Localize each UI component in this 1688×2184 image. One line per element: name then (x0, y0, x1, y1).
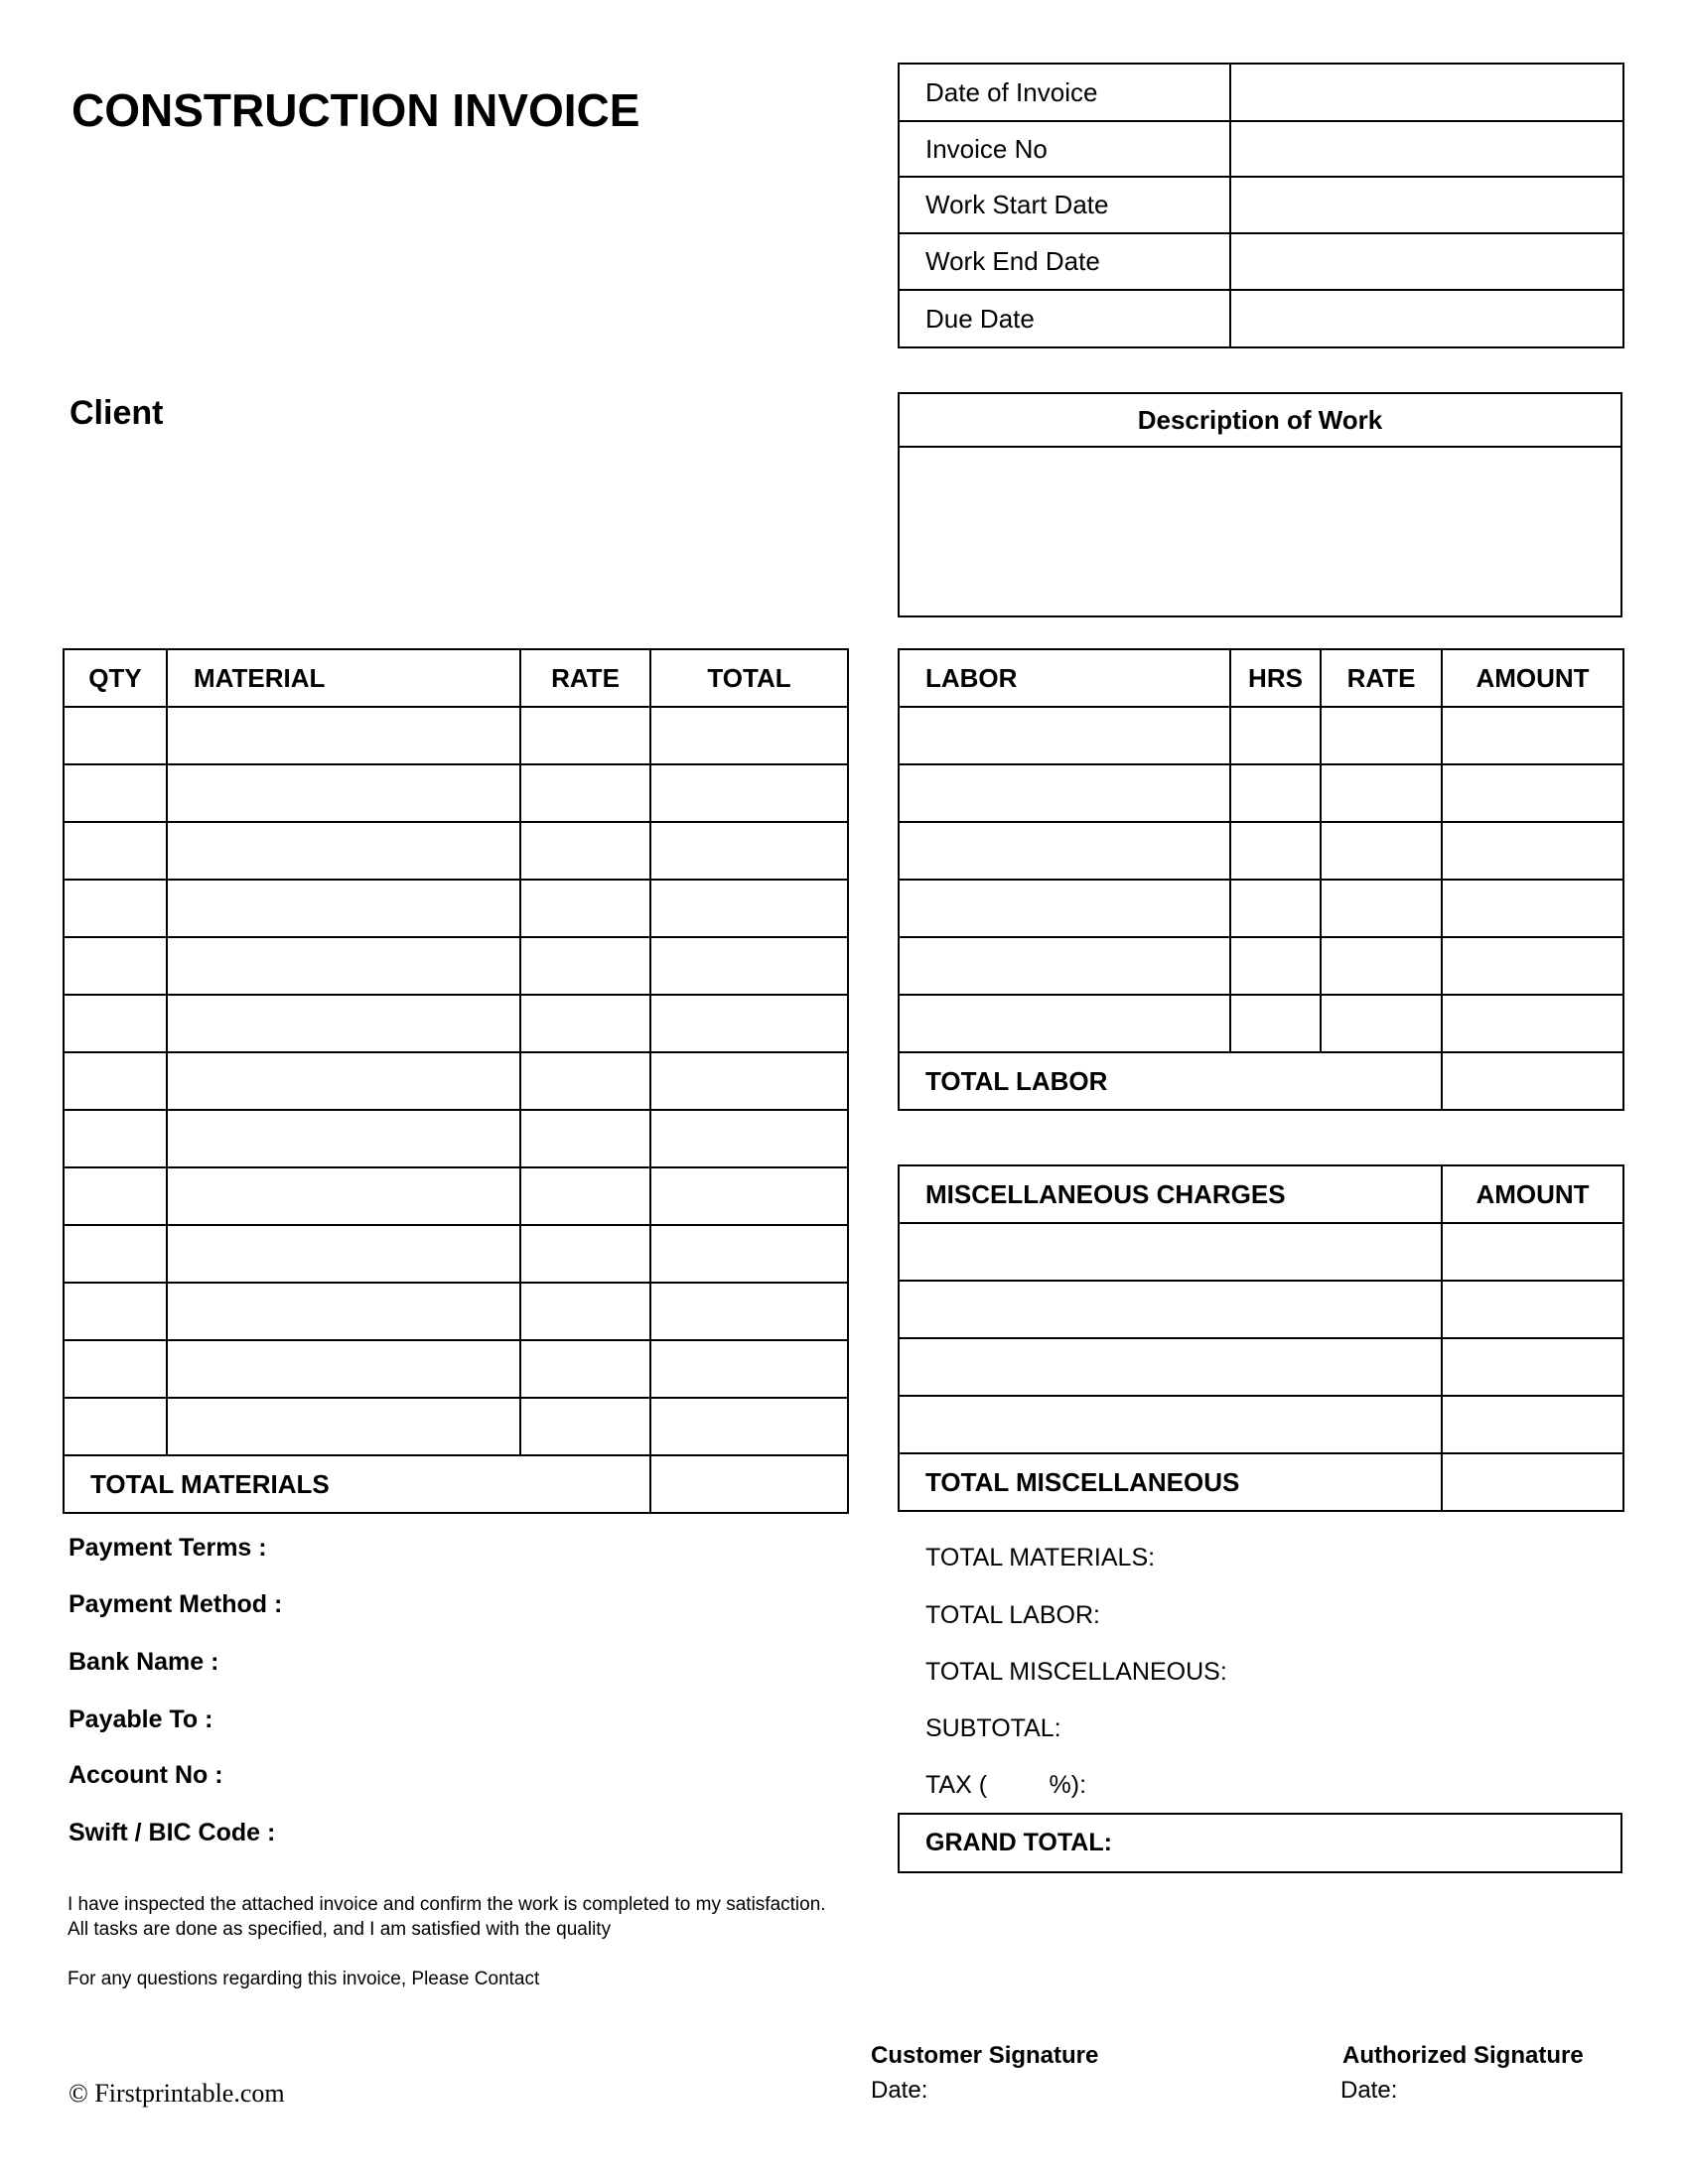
materials-cell[interactable] (520, 1283, 650, 1340)
materials-cell[interactable] (167, 1283, 520, 1340)
labor-header: LABOR (899, 649, 1230, 707)
description-table (898, 392, 1622, 617)
labor-cell[interactable] (1321, 822, 1442, 880)
labor-cell[interactable] (899, 707, 1230, 764)
work-start-row (899, 177, 1623, 233)
labor-cell[interactable] (1321, 937, 1442, 995)
payable-to-label: Payable To : (69, 1706, 213, 1733)
due-date-row (899, 290, 1623, 347)
materials-cell[interactable] (167, 764, 520, 822)
materials-cell[interactable] (64, 1110, 167, 1167)
misc-cell[interactable] (899, 1281, 1442, 1338)
materials-cell[interactable] (64, 937, 167, 995)
labor-cell[interactable] (1442, 995, 1623, 1052)
misc-amount-header: AMOUNT (1442, 1165, 1623, 1223)
materials-cell[interactable] (167, 1167, 520, 1225)
description-header: Description of Work (899, 393, 1621, 447)
labor-row (899, 764, 1623, 822)
labor-amount-header: AMOUNT (1442, 649, 1623, 707)
grand-total-label: GRAND TOTAL: (925, 1829, 1112, 1856)
payment-method-label: Payment Method : (69, 1590, 283, 1618)
materials-cell[interactable] (167, 1052, 520, 1110)
materials-row (64, 1225, 848, 1283)
materials-cell[interactable] (650, 764, 848, 822)
inspection-note-line2: All tasks are done as specified, and I am satisfied with the quality (68, 1919, 612, 1940)
contact-note: For any questions regarding this invoice, Please Contact (68, 1969, 540, 1989)
materials-cell[interactable] (650, 1225, 848, 1283)
materials-cell[interactable] (64, 822, 167, 880)
invoice-number-row (899, 121, 1623, 177)
total-materials-field[interactable] (650, 1455, 848, 1513)
description-field[interactable] (899, 447, 1621, 616)
materials-row (64, 1398, 848, 1455)
materials-row (64, 1167, 848, 1225)
materials-cell[interactable] (520, 1167, 650, 1225)
materials-cell[interactable] (167, 937, 520, 995)
labor-table (898, 648, 1624, 1111)
materials-row (64, 1340, 848, 1398)
materials-row (64, 937, 848, 995)
hrs-header: HRS (1230, 649, 1321, 707)
summary-subtotal: SUBTOTAL: (925, 1714, 1061, 1742)
summary-total-labor: TOTAL LABOR: (925, 1601, 1100, 1629)
materials-cell[interactable] (64, 1167, 167, 1225)
labor-cell[interactable] (1230, 880, 1321, 937)
materials-cell[interactable] (650, 995, 848, 1052)
bank-name-label: Bank Name : (69, 1648, 219, 1676)
materials-cell[interactable] (64, 1225, 167, 1283)
total-labor-field[interactable] (1442, 1052, 1623, 1110)
labor-cell[interactable] (899, 937, 1230, 995)
total-misc-label: TOTAL MISCELLANEOUS (899, 1453, 1442, 1511)
materials-cell[interactable] (520, 1110, 650, 1167)
swift-code-label: Swift / BIC Code : (69, 1819, 276, 1846)
labor-total-row (899, 1052, 1623, 1110)
materials-cell[interactable] (520, 1398, 650, 1455)
misc-row (899, 1223, 1623, 1281)
due-date-label: Due Date (899, 290, 1230, 347)
labor-cell[interactable] (1442, 880, 1623, 937)
materials-row (64, 880, 848, 937)
misc-header-row (899, 1165, 1623, 1223)
materials-cell[interactable] (650, 822, 848, 880)
labor-row (899, 937, 1623, 995)
page-title: CONSTRUCTION INVOICE (71, 84, 640, 136)
summary-total-misc: TOTAL MISCELLANEOUS: (925, 1658, 1227, 1686)
materials-cell[interactable] (167, 1340, 520, 1398)
work-end-row (899, 233, 1623, 290)
invoice-number-label: Invoice No (899, 121, 1230, 177)
materials-cell[interactable] (650, 1283, 848, 1340)
materials-cell[interactable] (520, 822, 650, 880)
labor-cell[interactable] (899, 880, 1230, 937)
materials-cell[interactable] (650, 1052, 848, 1110)
materials-cell[interactable] (650, 1340, 848, 1398)
total-labor-label: TOTAL LABOR (899, 1052, 1442, 1110)
materials-row (64, 1283, 848, 1340)
invoice-info-table (898, 63, 1624, 348)
materials-header-row (64, 649, 848, 707)
invoice-date-field[interactable] (1230, 64, 1623, 121)
materials-cell[interactable] (650, 707, 848, 764)
materials-row (64, 764, 848, 822)
materials-row (64, 1110, 848, 1167)
labor-row (899, 880, 1623, 937)
total-header: TOTAL (650, 649, 848, 707)
total-misc-field[interactable] (1442, 1453, 1623, 1511)
materials-cell[interactable] (167, 1398, 520, 1455)
summary-total-materials: TOTAL MATERIALS: (925, 1544, 1156, 1571)
materials-row (64, 707, 848, 764)
misc-cell[interactable] (899, 1396, 1442, 1453)
rate-header: RATE (520, 649, 650, 707)
summary-tax: TAX ( %): (925, 1771, 1087, 1799)
materials-row (64, 1052, 848, 1110)
misc-charges-table (898, 1164, 1624, 1512)
account-number-label: Account No : (69, 1761, 223, 1789)
misc-cell[interactable] (899, 1223, 1442, 1281)
due-date-field[interactable] (1230, 290, 1623, 347)
materials-row (64, 995, 848, 1052)
materials-cell[interactable] (64, 1283, 167, 1340)
labor-cell[interactable] (899, 822, 1230, 880)
materials-cell[interactable] (167, 707, 520, 764)
authorized-date-label: Date: (1340, 2077, 1398, 2104)
misc-cell[interactable] (1442, 1281, 1623, 1338)
material-header: MATERIAL (167, 649, 520, 707)
payment-terms-label: Payment Terms : (69, 1534, 267, 1562)
labor-cell[interactable] (1321, 764, 1442, 822)
labor-cell[interactable] (1442, 764, 1623, 822)
materials-cell[interactable] (167, 1225, 520, 1283)
materials-cell[interactable] (167, 822, 520, 880)
misc-cell[interactable] (1442, 1223, 1623, 1281)
labor-cell[interactable] (1230, 822, 1321, 880)
qty-header: QTY (64, 649, 167, 707)
materials-cell[interactable] (650, 937, 848, 995)
labor-cell[interactable] (1321, 707, 1442, 764)
work-start-label: Work Start Date (899, 177, 1230, 233)
materials-cell[interactable] (64, 995, 167, 1052)
materials-cell[interactable] (520, 880, 650, 937)
copyright-text: © Firstprintable.com (69, 2079, 285, 2108)
misc-total-row (899, 1453, 1623, 1511)
materials-cell[interactable] (520, 1052, 650, 1110)
materials-cell[interactable] (520, 764, 650, 822)
misc-cell[interactable] (899, 1338, 1442, 1396)
labor-row (899, 822, 1623, 880)
labor-cell[interactable] (1230, 764, 1321, 822)
materials-cell[interactable] (520, 937, 650, 995)
materials-cell[interactable] (520, 1225, 650, 1283)
materials-cell[interactable] (650, 880, 848, 937)
materials-cell[interactable] (64, 1052, 167, 1110)
labor-row (899, 707, 1623, 764)
labor-cell[interactable] (1230, 707, 1321, 764)
inspection-note-line1: I have inspected the attached invoice and confirm the work is completed to my satisfaction. (68, 1894, 826, 1915)
materials-cell[interactable] (520, 995, 650, 1052)
materials-total-row (64, 1455, 848, 1513)
materials-table (63, 648, 849, 1514)
materials-cell[interactable] (167, 1110, 520, 1167)
labor-cell[interactable] (899, 995, 1230, 1052)
materials-cell[interactable] (650, 1167, 848, 1225)
client-heading: Client (70, 394, 164, 432)
work-end-label: Work End Date (899, 233, 1230, 290)
invoice-date-label: Date of Invoice (899, 64, 1230, 121)
materials-cell[interactable] (520, 1340, 650, 1398)
misc-row (899, 1281, 1623, 1338)
authorized-signature-label: Authorized Signature (1342, 2042, 1584, 2069)
materials-cell[interactable] (64, 1398, 167, 1455)
materials-cell[interactable] (64, 764, 167, 822)
labor-cell[interactable] (1321, 880, 1442, 937)
labor-cell[interactable] (1442, 822, 1623, 880)
labor-cell[interactable] (1442, 707, 1623, 764)
work-start-field[interactable] (1230, 177, 1623, 233)
labor-cell[interactable] (1230, 995, 1321, 1052)
labor-header-row (899, 649, 1623, 707)
labor-cell[interactable] (1230, 937, 1321, 995)
materials-cell[interactable] (650, 1398, 848, 1455)
misc-cell[interactable] (1442, 1338, 1623, 1396)
labor-cell[interactable] (899, 764, 1230, 822)
total-materials-label: TOTAL MATERIALS (64, 1455, 650, 1513)
misc-charges-header: MISCELLANEOUS CHARGES (899, 1165, 1442, 1223)
materials-cell[interactable] (520, 707, 650, 764)
labor-cell[interactable] (1321, 995, 1442, 1052)
misc-row (899, 1338, 1623, 1396)
customer-date-label: Date: (871, 2077, 928, 2104)
grand-total-box[interactable] (898, 1813, 1622, 1873)
labor-rate-header: RATE (1321, 649, 1442, 707)
materials-cell[interactable] (64, 707, 167, 764)
materials-cell[interactable] (64, 1340, 167, 1398)
misc-row (899, 1396, 1623, 1453)
materials-row (64, 822, 848, 880)
labor-cell[interactable] (1442, 937, 1623, 995)
invoice-number-field[interactable] (1230, 121, 1623, 177)
labor-row (899, 995, 1623, 1052)
materials-cell[interactable] (650, 1110, 848, 1167)
customer-signature-label: Customer Signature (871, 2042, 1099, 2069)
materials-cell[interactable] (64, 880, 167, 937)
materials-cell[interactable] (167, 880, 520, 937)
work-end-field[interactable] (1230, 233, 1623, 290)
materials-cell[interactable] (167, 995, 520, 1052)
invoice-date-row (899, 64, 1623, 121)
misc-cell[interactable] (1442, 1396, 1623, 1453)
